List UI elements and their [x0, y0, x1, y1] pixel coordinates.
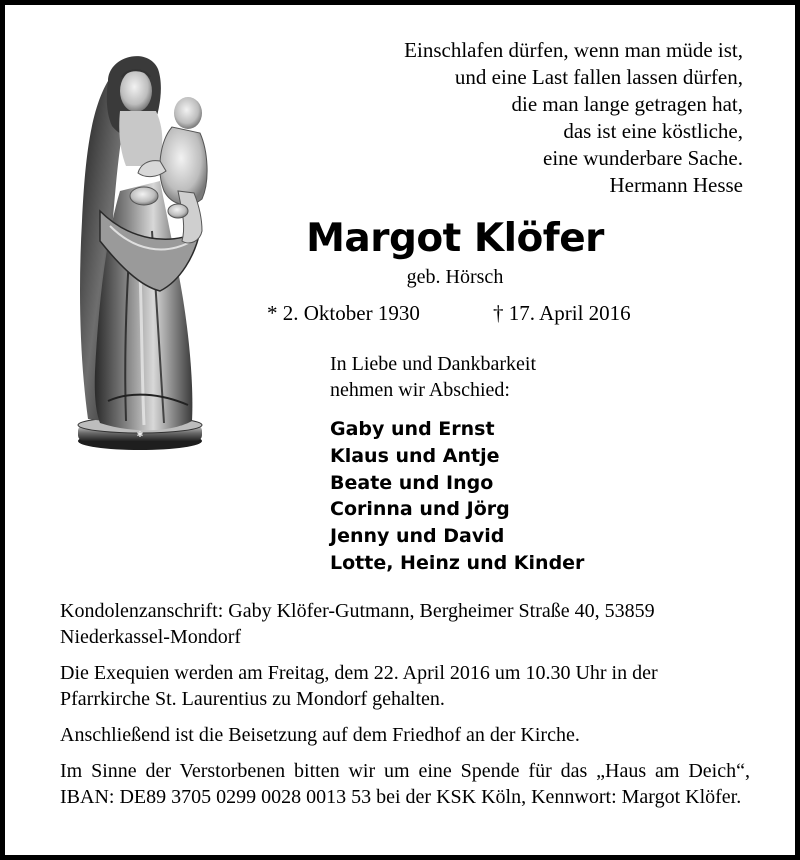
mourner-name: Jenny und David [330, 525, 505, 548]
farewell-line: nehmen wir Abschied: [330, 379, 510, 401]
mourner-name: Beate und Ingo [330, 471, 494, 494]
poem-line: und eine Last fallen lassen dürfen, [454, 65, 743, 89]
mourner-name: Klaus und Antje [330, 444, 500, 467]
death-date: † 17. April 2016 [493, 301, 631, 325]
poem-author: Hermann Hesse [609, 173, 743, 197]
poem-line: die man lange getragen hat, [511, 92, 743, 116]
madonna-statue-image [60, 41, 220, 453]
birth-date: * 2. Oktober 1930 [267, 301, 420, 325]
mourner-name: Lotte, Heinz und Kinder [330, 551, 585, 574]
farewell-line: In Liebe und Dankbarkeit [330, 353, 537, 375]
poem-line: Einschlafen dürfen, wenn man müde ist, [404, 38, 743, 62]
service-information [60, 598, 750, 820]
burial-notice: Anschließend ist die Beisetzung auf dem Friedhof an der Kirche. [60, 724, 580, 746]
mourners-list [330, 416, 584, 577]
condolence-address: Kondolenzanschrift: Gaby Klöfer-Gutmann, Bergheimer Straße 40, 53859 Niederkassel-Mondorf [60, 600, 655, 648]
mourner-name: Corinna und Jörg [330, 498, 510, 521]
deceased-name: Margot Klöfer [306, 216, 604, 261]
poem-line: eine wunderbare Sache. [543, 146, 743, 170]
exequies-notice: Die Exequien werden am Freitag, dem 22. April 2016 um 10.30 Uhr in der Pfarrkirche St. Laurentius zu Mondorf gehalten. [60, 662, 658, 710]
maiden-name: geb. Hörsch [406, 266, 504, 288]
donation-request: Im Sinne der Verstorbenen bitten wir um eine Spende für das „Haus am Deich“, IBAN: DE89 3705 0299 0028 0013 53 bei der KSK Köln, Kennwort: Margot Klöfer. [60, 760, 750, 808]
svg-text:✱: ✱ [136, 430, 144, 439]
poem-quote [323, 37, 743, 199]
mourner-name: Gaby und Ernst [330, 418, 495, 440]
poem-line: das ist eine köstliche, [563, 119, 743, 143]
farewell-text [330, 351, 536, 403]
